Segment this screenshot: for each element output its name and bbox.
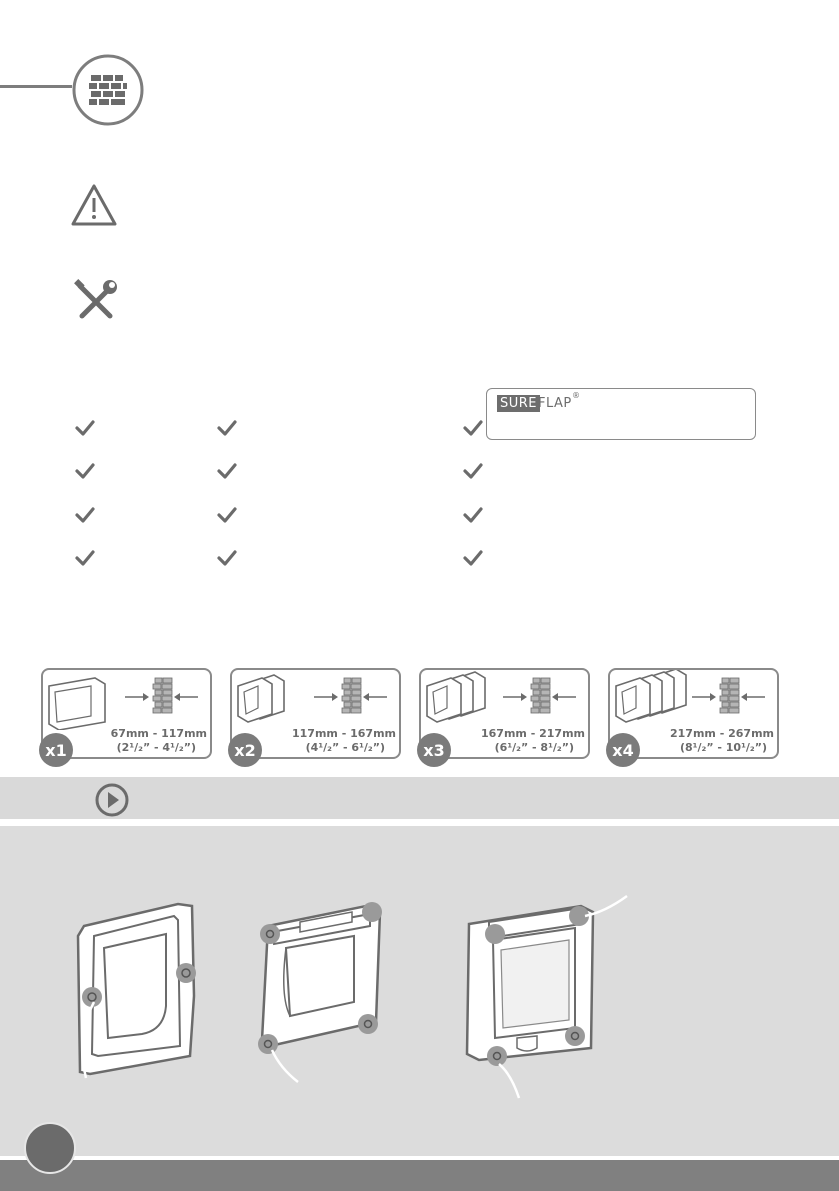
- tunnel-extender-drawing: [43, 670, 210, 730]
- sureflap-brand-box: [486, 388, 756, 440]
- checkmark-icon: [75, 550, 95, 570]
- checkmark-icon: [463, 550, 483, 570]
- page-number-circle: [24, 1122, 76, 1174]
- header-rule: [0, 85, 72, 88]
- liner-frame-illustration: [70, 896, 210, 1086]
- thickness-inches-label: (8¹/₂” - 10¹/₂”): [679, 741, 767, 754]
- thickness-mm-label: 217mm - 267mm: [670, 727, 774, 740]
- checkmark-icon: [217, 463, 237, 483]
- thickness-inches-label: (2¹/₂” - 4¹/₂”): [116, 741, 196, 754]
- thickness-inches-label: (6¹/₂” - 8¹/₂”): [494, 741, 574, 754]
- thickness-inches-label: (4¹/₂” - 6¹/₂”): [305, 741, 385, 754]
- thickness-mm-label: 117mm - 167mm: [292, 727, 396, 740]
- checkmark-icon: [75, 463, 95, 483]
- checkmark-icon: [463, 507, 483, 527]
- checkmark-icon: [463, 463, 483, 483]
- extender-count-badge: x2: [228, 733, 262, 767]
- checkmark-icon: [75, 507, 95, 527]
- checkmark-icon: [217, 507, 237, 527]
- section-brick-wall-icon: [71, 53, 145, 131]
- extender-count-badge: x4: [606, 733, 640, 767]
- tools-icon: [72, 278, 118, 328]
- brand-sure-label: SURE: [497, 395, 540, 412]
- extender-count-badge: x1: [39, 733, 73, 767]
- warning-icon: [70, 183, 118, 231]
- checkmark-icon: [217, 420, 237, 440]
- extender-count-badge: x3: [417, 733, 451, 767]
- brand-registered-mark: ®: [572, 391, 580, 400]
- tunnel-extender-drawing: [610, 670, 777, 730]
- play-icon[interactable]: [94, 782, 130, 822]
- thickness-mm-label: 67mm - 117mm: [110, 727, 207, 740]
- page-footer-bar: [0, 1160, 839, 1191]
- tunnel-extender-drawing: [421, 670, 588, 730]
- tunnel-frame-illustration: [240, 896, 390, 1086]
- thickness-mm-label: 167mm - 217mm: [481, 727, 585, 740]
- cat-flap-illustration: [455, 888, 635, 1108]
- installation-illustration-panel: [0, 826, 839, 1156]
- checkmark-icon: [217, 550, 237, 570]
- checkmark-icon: [75, 420, 95, 440]
- checkmark-icon: [463, 420, 483, 440]
- brand-flap-label: FLAP: [538, 396, 572, 411]
- tunnel-extender-drawing: [232, 670, 399, 730]
